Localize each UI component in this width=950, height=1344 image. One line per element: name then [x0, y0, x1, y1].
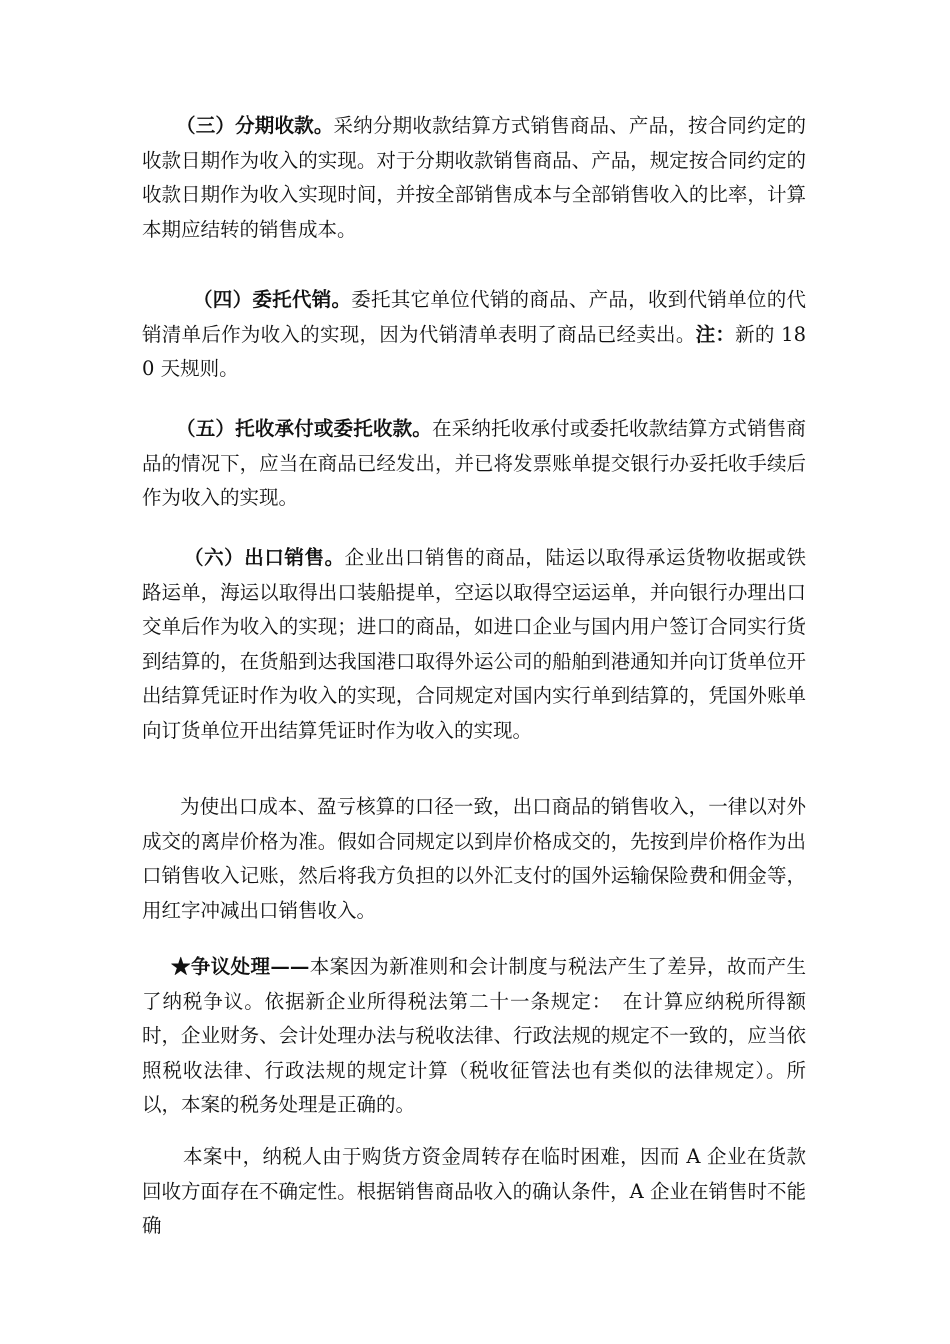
paragraph-installment-collection [142, 109, 806, 247]
paragraph-body: 本案中，纳税人由于购货方资金周转存在临时困难，因而 A 企业在货款回收方面存在不确定性。根据销售商品收入的确认条件，A 企业在销售时不能确 [142, 1145, 806, 1238]
paragraph-heading: ★争议处理—— [171, 955, 310, 978]
paragraph-consignment-sales [142, 283, 806, 387]
paragraph-body: 采纳分期收款结算方式销售商品、产品，按合同约定的收款日期作为收入的实现。对于分期收款销售商品、产品，规定按合同约定的收款日期作为收入实现时间，并按全部销售成本与全部销售收入的比率，计算本期应结转的销售成本。 [142, 114, 806, 241]
note-label: 注： [695, 322, 736, 346]
paragraph-export-pricing [142, 790, 806, 928]
paragraph-heading: （六）出口销售。 [184, 546, 345, 569]
paragraph-heading: （五）托收承付或委托收款。 [176, 417, 433, 440]
paragraph-case-analysis [142, 1140, 806, 1244]
paragraph-heading: （四）委托代销。 [193, 288, 352, 311]
paragraph-body: 为使出口成本、盈亏核算的口径一致，出口商品的销售收入，一律以对外成交的离岸价格为准。假如合同规定以到岸价格成交的，先按到岸价格作为出口销售收入记账，然后将我方负担的以外汇支付的国外运输保险费和佣金等，用红字冲减出口销售收入。 [142, 795, 806, 922]
paragraph-body: 在采纳托收承付或委托收款结算方式销售商品的情况下，应当在商品已经发出，并已将发票账单提交银行办妥托收手续后作为收入的实现。 [142, 417, 806, 510]
paragraph-body: 企业出口销售的商品，陆运以取得承运货物收据或铁路运单，海运以取得出口装船提单，空运以取得空运运单，并向银行办理出口交单后作为收入的实现；进口的商品，如进口企业与国内用户签订合同实行货到结算的，在货船到达我国港口取得外运公司的船舶到港通知并向订货单位开出结算凭证时作为收入的实现，合同规定对国内实行单到结算的，凭国外账单向订货单位开出结算凭证时作为收入的实现。 [142, 546, 806, 742]
paragraph-collection-acceptance [142, 412, 806, 516]
paragraph-body: 本案因为新准则和会计制度与税法产生了差异，故而产生了纳税争议。依据新企业所得税法第二十一条规定： 在计算应纳税所得额时，企业财务、会计处理办法与税收法律、行政法规的规定不一致的，应当依照税收法律、行政法规的规定计算（税收征管法也有类似的法律规定）。所以，本案的税务处理是正确的。 [142, 955, 806, 1117]
paragraph-export-sales [142, 541, 806, 749]
paragraph-dispute-handling [142, 950, 806, 1123]
paragraph-body: 委托其它单位代销的商品、产品，收到代销单位的代销清单后作为收入的实现，因为代销清单表明了商品已经卖出。 [142, 288, 806, 346]
note-body: 新的 180 天规则。 [142, 322, 806, 381]
paragraph-heading: （三）分期收款。 [176, 114, 334, 137]
